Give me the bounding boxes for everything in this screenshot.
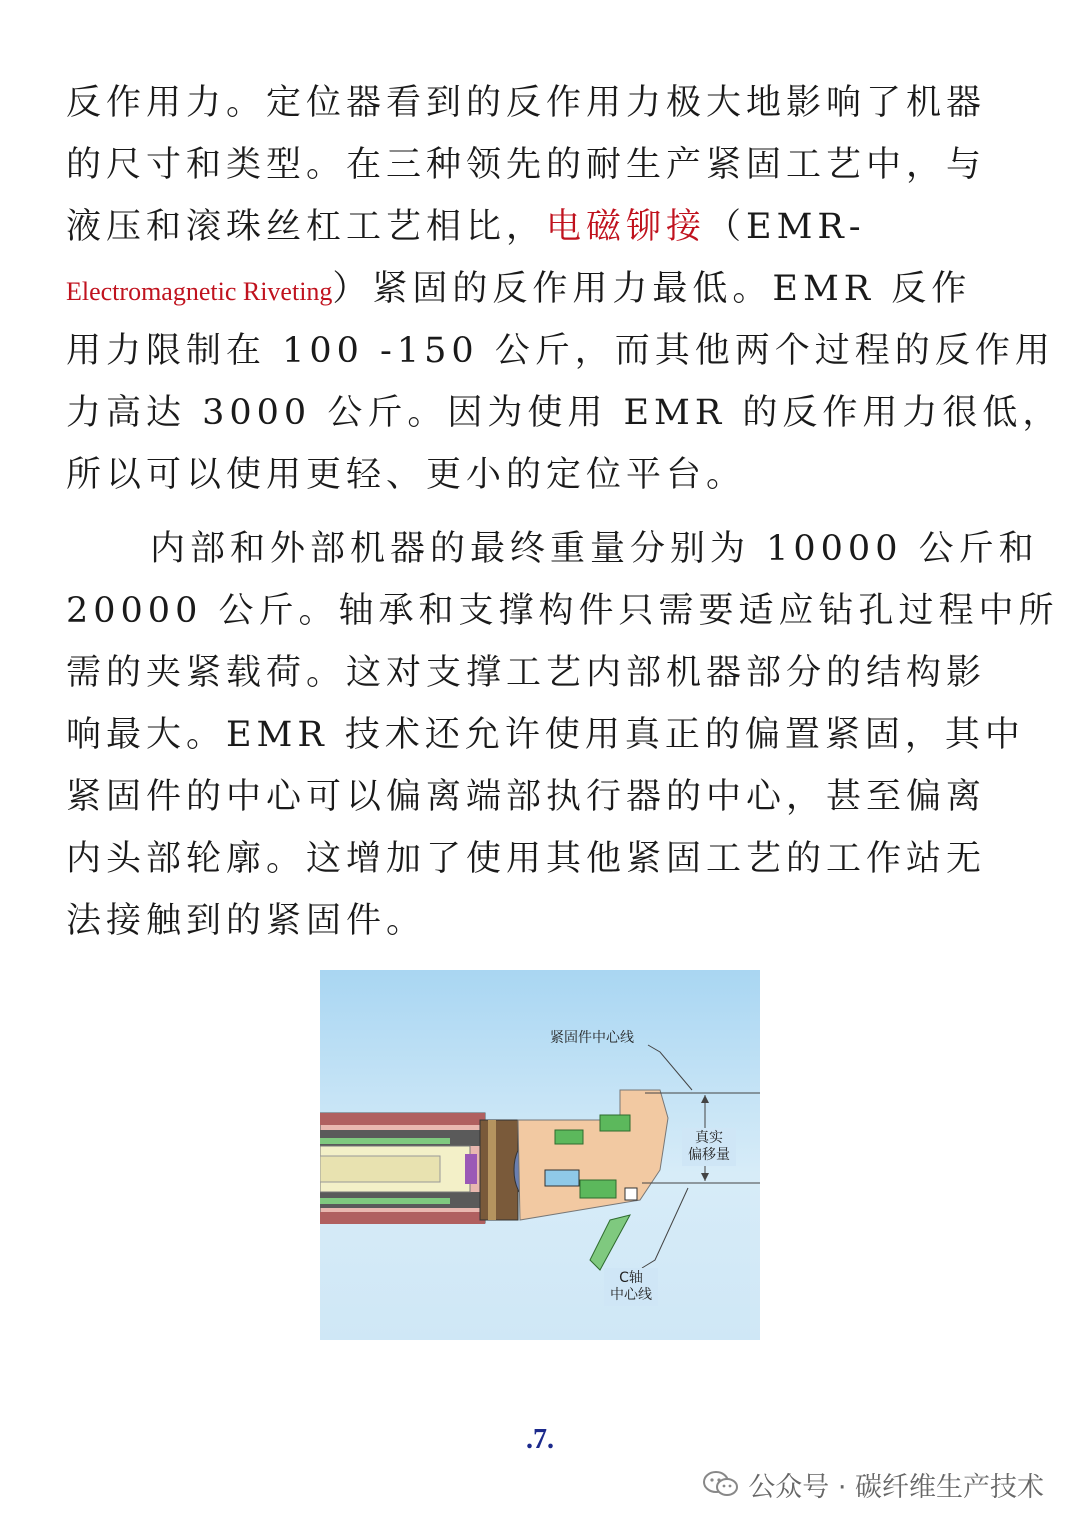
p1-line-7: 所以可以使用更轻、更小的定位平台。 (66, 455, 747, 495)
label-true-offset (682, 1128, 736, 1166)
leader-fastener (648, 1045, 692, 1090)
p2-line-6: 内头部轮廓。这增加了使用其他紧固工艺的工作站无 (66, 839, 987, 879)
tube-top-band (320, 1113, 485, 1125)
fastener-tool (545, 1170, 579, 1186)
offset-arrow-bottom (701, 1173, 709, 1181)
p2-line-5: 紧固件的中心可以偏离端部执行器的中心，甚至偏离 (66, 777, 987, 817)
label-true-offset-line2: 偏移量 (688, 1147, 730, 1163)
offset-arrow-top (701, 1095, 709, 1103)
purple-insert (465, 1154, 477, 1184)
p1-line-6: 力高达 3000 公斤。因为使用 EMR 的反作用力很低， (66, 393, 1063, 433)
p2-line-7: 法接触到的紧固件。 (66, 901, 427, 941)
green-pad-2 (600, 1115, 630, 1131)
flange-ring (488, 1120, 496, 1220)
emr-term-chinese: 电磁铆接 (546, 207, 707, 247)
nose-body (518, 1090, 668, 1220)
p2-line-4: 响最大。EMR 技术还允许使用真正的偏置紧固，其中 (66, 715, 1025, 755)
p1-line-3-text: 液压和滚珠丝杠工艺相比， (66, 207, 547, 247)
p2-line-1: 内部和外部机器的最终重量分别为 10000 公斤和 (150, 529, 1039, 569)
page-number: .7. (526, 1424, 554, 1455)
label-fastener-centerline: 紧固件中心线 (550, 1030, 634, 1046)
p1-line-4 (66, 258, 1016, 320)
label-c-axis-line2: 中心线 (610, 1287, 652, 1303)
p1-line-2: 的尺寸和类型。在三种领先的耐生产紧固工艺中，与 (66, 145, 987, 185)
green-pad-1 (555, 1130, 583, 1144)
label-c-axis-centerline (604, 1268, 658, 1306)
green-pad-3 (580, 1180, 616, 1198)
p2-line-3: 需的夹紧载荷。这对支撑工艺内部机器部分的结构影 (66, 653, 987, 693)
tube-green-stripe-top (320, 1138, 450, 1144)
tool-tip (625, 1188, 637, 1200)
watermark-text: 公众号 · 碳纤维生产技术 (748, 1471, 1044, 1503)
tube-green-stripe-bottom (320, 1198, 450, 1204)
p1-line-3 (66, 196, 1016, 258)
c-axis-bracket (590, 1215, 630, 1270)
wechat-watermark (702, 1462, 1044, 1506)
label-true-offset-line1: 真实 (695, 1130, 723, 1146)
p2-line-2: 20000 公斤。轴承和支撑构件只需要适应钻孔过程中所 (66, 591, 1059, 631)
leader-c-axis (642, 1188, 688, 1268)
wechat-icon (702, 1469, 740, 1499)
p1-line-1: 反作用力。定位器看到的反作用力极大地影响了机器 (66, 83, 987, 123)
emr-abbr-open: （EMR- (706, 207, 866, 247)
tube-bottom-band (320, 1212, 485, 1224)
label-c-axis-line1: C轴 (619, 1270, 643, 1286)
emr-term-english: Electromagnetic Riveting (66, 277, 333, 306)
p1-line-4-text: ）紧固的反作用力最低。EMR 反作 (332, 269, 972, 309)
coil-inner (320, 1156, 440, 1182)
p1-line-5: 用力限制在 100 -150 公斤，而其他两个过程的反作用 (66, 331, 1055, 371)
flange-disc (480, 1120, 518, 1220)
end-effector-offset-figure (320, 970, 760, 1340)
